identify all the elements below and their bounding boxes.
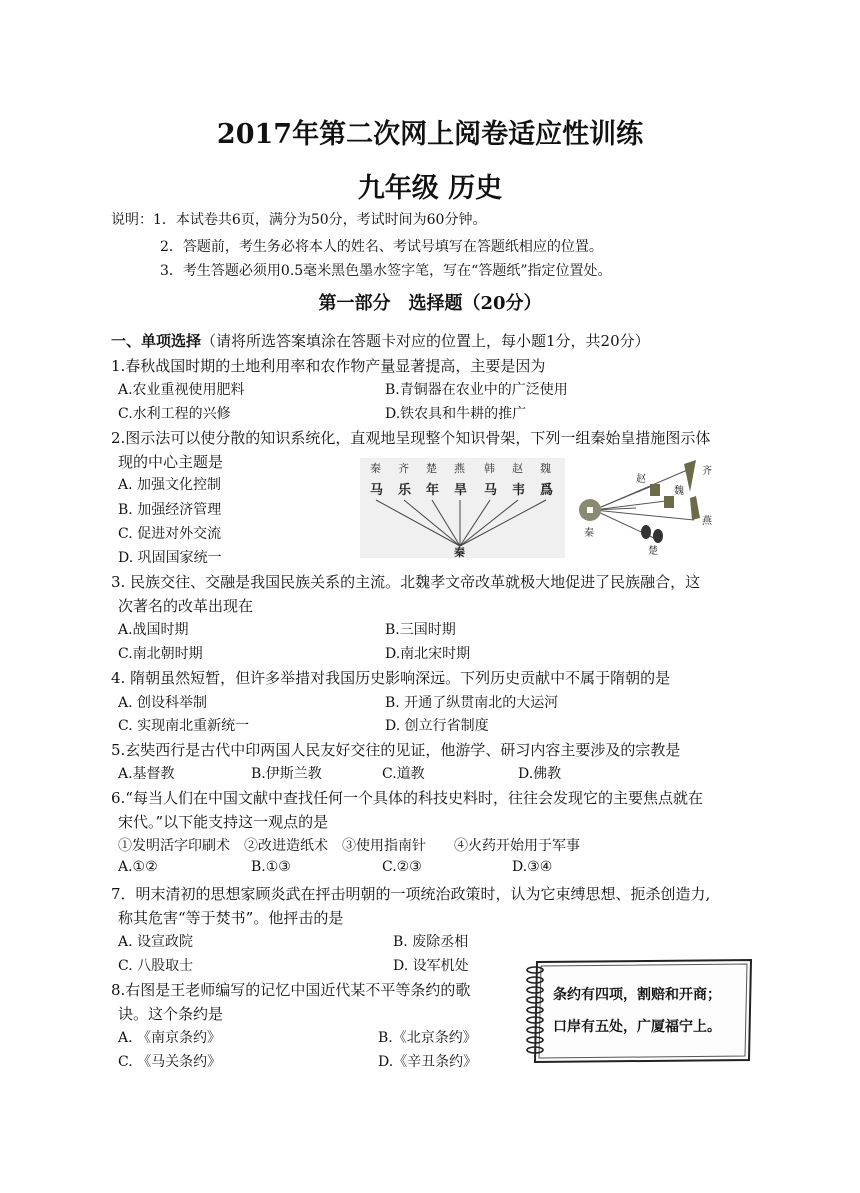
q2-option-a: A. 加强文化控制 [118, 477, 222, 493]
fig2-label-1: 赵 [636, 474, 646, 485]
q5-option-a: A.基督教 [118, 766, 175, 782]
q6-option-d: D.③④ [512, 859, 553, 875]
q2-stem-line1: 2.图示法可以使分散的知识系统化，直观地呈现整个知识骨架，下列一组秦始皇措施图示体 [111, 429, 711, 447]
instruction-3: 3．考生答题必须用0.5毫米黑色墨水签字笔，写在“答题纸”指定位置处。 [160, 263, 612, 279]
q2-option-b: B. 加强经济管理 [118, 502, 222, 518]
fig1-char-4: 马 [484, 483, 498, 498]
instruction-1: 说明：1．本试卷共6页，满分为50分，考试时间为60分钟。 [111, 212, 487, 228]
script-unification-figure [360, 458, 565, 558]
q8-stem-line1: 8.右图是王老师编写的记忆中国近代某不平等条约的歌 [111, 981, 471, 999]
fig2-label-5: 楚 [648, 546, 658, 557]
q3-option-c: C.南北朝时期 [118, 646, 203, 662]
fig1-char-5: 韦 [512, 483, 526, 498]
fig1-state-1: 齐 [398, 462, 409, 475]
q7-option-a: A. 设宣政院 [118, 934, 194, 950]
q1-stem: 1.春秋战国时期的土地利用率和农作物产量显著提高，主要是因为 [111, 357, 546, 375]
q4-option-a: A. 创设科举制 [118, 695, 208, 711]
q5-option-d: D.佛教 [518, 766, 562, 782]
notepad-line-2: 口岸有五处，广厦福宁上。 [553, 1019, 721, 1035]
q7-option-c: C. 八股取士 [118, 958, 194, 974]
fig2-label-3: 秦 [584, 528, 594, 539]
q3-stem-line2: 次著名的改革出现在 [118, 597, 254, 615]
q3-option-a: A.战国时期 [118, 622, 189, 638]
q2-stem-line2: 现的中心主题是 [118, 453, 224, 471]
q1-option-d: D.铁农具和牛耕的推广 [385, 406, 527, 422]
q5-option-b: B.伊斯兰教 [251, 766, 322, 782]
section-label: 一、单项选择 [111, 332, 202, 350]
fig2-label-4: 燕 [702, 516, 712, 527]
q7-stem-line1: 7．明末清初的思想家顾炎武在抨击明朝的一项统治政策时，认为它束缚思想、扼杀创造力, [111, 885, 711, 903]
fig1-state-4: 韩 [484, 462, 495, 475]
q4-option-c: C. 实现南北重新统一 [118, 718, 250, 734]
q2-option-d: D. 巩固国家统一 [118, 550, 222, 566]
fig2-label-2: 魏 [674, 486, 684, 497]
yan-knife-coin-icon [690, 496, 700, 520]
q7-option-b: B. 废除丞相 [393, 934, 469, 950]
q1-option-b: B.青铜器在农业中的广泛使用 [385, 382, 568, 398]
exam-title: 2017年第二次网上阅卷适应性训练 [216, 119, 644, 150]
section-note: （请将所选答案填涂在答题卡对应的位置上，每小题1分，共20分） [201, 332, 650, 350]
zhao-spade-coin-icon [650, 484, 660, 496]
fig1-state-5: 赵 [512, 462, 523, 475]
q2-option-c: C. 促进对外交流 [118, 526, 222, 542]
q8-option-b: B.《北京条约》 [378, 1030, 477, 1046]
fig2-label-0: 齐 [702, 466, 712, 477]
q7-stem-line2: 称其危害“等于焚书”。他抨击的是 [118, 909, 344, 927]
q6-option-c: C.②③ [382, 859, 422, 875]
q3-option-b: B.三国时期 [385, 622, 456, 638]
q3-option-d: D.南北宋时期 [385, 646, 471, 662]
q8-option-a: A. 《南京条约》 [118, 1030, 222, 1046]
q6-option-a: A.①② [118, 859, 158, 875]
q6-option-b: B.①③ [251, 859, 291, 875]
q6-items: ①发明活字印刷术 ②改进造纸术 ③使用指南针 ④火药开始用于军事 [118, 838, 580, 854]
q4-option-d: D. 创立行省制度 [385, 718, 489, 734]
part1-title: 第一部分 选择题（20分） [318, 293, 542, 314]
fig1-char-6: 爲 [540, 483, 554, 498]
q4-option-b: B. 开通了纵贯南北的大运河 [385, 695, 559, 711]
fig1-center: 秦 [454, 546, 465, 558]
fig1-state-6: 魏 [540, 462, 551, 475]
q8-option-c: C. 《马关条约》 [118, 1054, 222, 1070]
q3-stem-line1: 3. 民族交往、交融是我国民族关系的主流。北魏孝文帝改革就极大地促进了民族融合，这 [111, 573, 701, 591]
q8-stem-line2: 诀。这个条约是 [118, 1005, 224, 1023]
notepad-line-1: 条约有四项，割赔和开商； [553, 987, 721, 1003]
q1-option-c: C.水利工程的兴修 [118, 406, 231, 422]
fig1-char-2: 年 [426, 483, 440, 498]
q6-stem-line1: 6.“每当人们在中国文献中查找任何一个具体的科技史料时，往往会发现它的主要焦点就在 [111, 789, 703, 807]
instruction-2: 2．答题前，考生务必将本人的姓名、考试号填写在答题纸相应的位置。 [160, 239, 603, 255]
mnemonic-notepad-figure [523, 956, 758, 1066]
q4-stem: 4. 隋朝虽然短暂，但许多举措对我国历史影响深远。下列历史贡献中不属于隋朝的是 [111, 669, 671, 687]
qi-knife-coin-icon [684, 460, 696, 492]
fig1-char-1: 乐 [398, 483, 412, 498]
wei-spade-coin-icon [664, 496, 674, 508]
q1-option-a: A.农业重视使用肥料 [118, 382, 245, 398]
chu-coin-icon [641, 525, 651, 539]
fig1-char-3: 旱 [454, 483, 468, 498]
fig1-state-3: 燕 [454, 462, 465, 475]
q5-option-c: C.道教 [382, 766, 425, 782]
section-header [111, 330, 650, 351]
fig1-state-0: 秦 [370, 462, 381, 475]
currency-unification-figure [572, 458, 717, 558]
q7-option-d: D. 设军机处 [393, 958, 469, 974]
fig1-state-2: 楚 [426, 462, 437, 475]
exam-subtitle: 九年级 历史 [357, 173, 503, 204]
q8-option-d: D.《辛丑条约》 [378, 1054, 478, 1070]
fig1-char-0: 马 [370, 483, 384, 498]
q6-stem-line2: 宋代。”以下能支持这一观点的是 [118, 813, 329, 831]
q5-stem: 5.玄奘西行是古代中印两国人民友好交往的见证，他游学、研习内容主要涉及的宗教是 [111, 741, 681, 759]
